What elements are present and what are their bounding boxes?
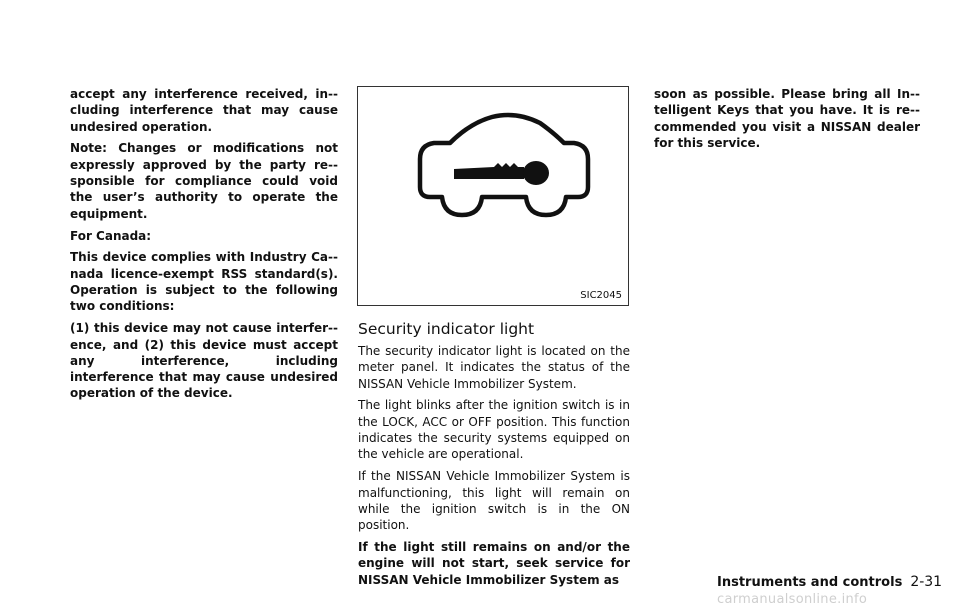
page-number: 2-31 <box>910 574 943 590</box>
paragraph: The light blinks after the ignition switch is in the LOCK, ACC or OFF position. This function indicates the security systems equipped on the vehicle are operational. <box>358 398 630 462</box>
paragraph: If the NISSAN Vehicle Immobilizer System is malfunctioning, this light will remain on while the ignition switch is in the ON position. <box>358 469 630 533</box>
section-title: Security indicator light <box>358 320 535 338</box>
footer-section-name: Instruments and controls <box>717 575 903 590</box>
paragraph: The security indicator light is located on the meter panel. It indicates the status of the NISSAN Vehicle Immobilizer System. <box>358 344 630 391</box>
middle-column <box>358 343 630 594</box>
paragraph: soon as possible. Please bring all In-telligent Keys that you have. It is re-commended you visit a NISSAN dealer for this service. <box>654 87 920 150</box>
key-blade <box>454 163 524 179</box>
right-column <box>654 86 920 157</box>
watermark: carmanualsonline.info <box>717 592 868 607</box>
left-column <box>70 86 338 407</box>
paragraph: (1) this device may not cause interfer-ence, and (2) this device must accept any interference, including interference that may cause undesired operation of the device. <box>70 321 338 401</box>
security-indicator-figure <box>357 86 629 306</box>
paragraph: Note: Changes or modifications not expressly approved by the party re-sponsible for compliance could void the user’s authority to operate the equipment. <box>70 141 338 221</box>
paragraph: For Canada: <box>70 228 152 243</box>
paragraph: This device complies with Industry Ca-nada licence-exempt RSS standard(s). Operation is subject to the following two conditions: <box>70 250 338 314</box>
paragraph: accept any interference received, in-cluding interference that may cause undesired operation. <box>70 87 338 134</box>
figure-label: SIC2045 <box>580 290 622 301</box>
car-with-key-icon <box>358 87 630 307</box>
key-head <box>523 161 549 185</box>
warning-paragraph: If the light still remains on and/or the engine will not start, seek service for NISSAN Vehicle Immobilizer System as <box>358 540 630 587</box>
page-footer <box>717 574 942 590</box>
